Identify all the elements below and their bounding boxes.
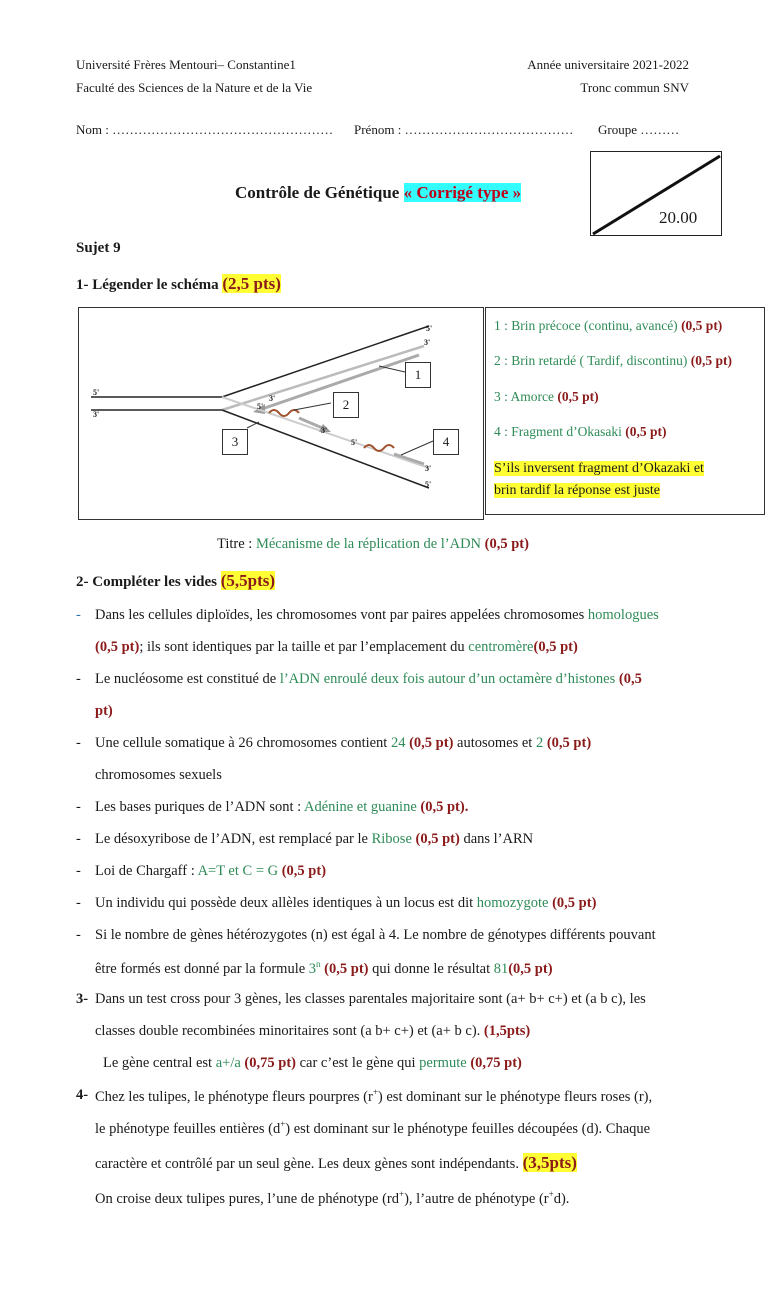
- answer: centromère: [468, 639, 534, 655]
- text: Un individu qui possède deux allèles identiques à un locus est dit: [95, 895, 477, 911]
- points: (0,5 pt): [95, 639, 140, 655]
- bullet-dash: -: [76, 895, 81, 911]
- q3-line3: [103, 1055, 522, 1072]
- answer: 81: [493, 960, 509, 977]
- points: (0,5 pt): [533, 639, 578, 655]
- q2-item-b-line2: [95, 703, 113, 720]
- score-value: 20.00: [659, 208, 698, 227]
- legend-text: Brin retardé ( Tardif, discontinu): [511, 353, 688, 368]
- legend-pts: (0,5 pt): [681, 318, 723, 333]
- bullet-dash: -: [76, 799, 81, 815]
- score-slash-icon: [591, 152, 721, 235]
- bot-5: 5': [425, 480, 432, 489]
- q2-item-b-line1: [95, 671, 642, 688]
- answer: Adénine et guanine: [304, 799, 417, 815]
- replication-fork-icon: [79, 308, 483, 519]
- frag-3: 3': [321, 426, 328, 435]
- answer: Ribose: [371, 831, 412, 847]
- q2-item-d: [95, 799, 468, 816]
- mid-5: 5': [257, 402, 264, 411]
- text: classes double recombinées minoritaires sont (a b+ c+) et (a+ b c).: [95, 1023, 484, 1039]
- text: autosomes et: [453, 735, 536, 751]
- track-name: Tronc commun SNV: [580, 80, 689, 95]
- bullet-dash: -: [76, 735, 81, 751]
- points: pt): [95, 703, 113, 719]
- text: qui donne le résultat: [368, 960, 494, 977]
- q3-line2: [95, 1023, 530, 1040]
- note-line-2: brin tardif la réponse est juste: [494, 483, 661, 498]
- legend-text: Fragment d’Okasaki: [511, 424, 622, 439]
- bullet-dash: -: [76, 831, 81, 847]
- q2-item-f: [95, 863, 326, 880]
- text: ) est dominant sur le phénotype fleurs roses (r),: [377, 1088, 653, 1105]
- points: (0,5 pt): [278, 863, 327, 879]
- legend-item-3: [494, 389, 599, 405]
- strand-5a: 5': [93, 388, 100, 397]
- mid-3: 3': [269, 394, 276, 403]
- q4-line3: [95, 1153, 577, 1173]
- answer: 3: [308, 960, 317, 977]
- points: (0,5 pt): [405, 735, 454, 751]
- legend-item-2: [494, 353, 732, 369]
- text: Le désoxyribose de l’ADN, est remplacé par le: [95, 831, 372, 847]
- points: (0,5 pt): [416, 799, 465, 815]
- period: .: [464, 799, 469, 815]
- low-5: 5': [351, 438, 358, 447]
- points: (3,5pts): [522, 1153, 577, 1172]
- label-box-3: 3: [222, 429, 248, 455]
- text: Une cellule somatique à 26 chromosomes contient: [95, 735, 391, 751]
- bullet-dash: -: [76, 927, 81, 943]
- points: (1,5pts): [483, 1023, 531, 1039]
- legend-note: [494, 458, 704, 502]
- points: (0,5 pt): [320, 960, 369, 977]
- legend-text: Brin précoce (continu, avancé): [511, 318, 678, 333]
- label-box-4: 4: [433, 429, 459, 455]
- diagram-title: [217, 536, 529, 553]
- q2-item-e: [95, 831, 533, 848]
- answer: a+/a: [215, 1055, 241, 1071]
- answer: A=T et C = G: [197, 863, 279, 879]
- note-line-1: S’ils inversent fragment d’Okazaki et: [494, 461, 704, 476]
- points: (0,5 pt): [543, 735, 592, 751]
- text: Dans les cellules diploïdes, les chromosomes vont par paires appelées chromosomes: [95, 607, 588, 623]
- q2-item-a-line2: [95, 639, 578, 656]
- text: Le nucléosome est constitué de: [95, 671, 280, 687]
- text: ) est dominant sur le phénotype feuilles découpées (d). Chaque: [285, 1120, 651, 1137]
- top-3: 3': [424, 338, 431, 347]
- q4-line4: [95, 1189, 569, 1208]
- legend-box: [485, 307, 765, 515]
- label-box-1: 1: [405, 362, 431, 388]
- q2-label: 2- Compléter les vides: [76, 574, 217, 590]
- legend-pts: (0,5 pt): [625, 424, 667, 439]
- text: ), l’autre de phénotype (r: [404, 1190, 549, 1207]
- sup: +: [280, 1119, 286, 1129]
- text: être formés est donné par la formule: [95, 960, 309, 977]
- text: On croise deux tulipes pures, l’une de phénotype (rd: [95, 1190, 400, 1207]
- subject-label: Sujet 9: [76, 240, 121, 256]
- bullet-dash: -: [76, 671, 81, 687]
- answer: 24: [390, 735, 406, 751]
- legend-num: 3 :: [494, 389, 511, 404]
- q4-line1: [95, 1087, 652, 1106]
- text: Chez les tulipes, le phénotype fleurs pourpres (r: [95, 1088, 373, 1105]
- points: (0,5 pt): [411, 831, 460, 847]
- prenom-field: Prénom : …………………………………: [354, 122, 574, 137]
- legend-text: Amorce: [510, 389, 554, 404]
- legend-num: 2 :: [494, 353, 512, 368]
- sup: +: [372, 1087, 378, 1097]
- university-name: Université Frères Mentouri– Constantine1: [76, 57, 296, 72]
- q2-item-h-line1: Si le nombre de gènes hétérozygotes (n) est égal à 4. Le nombre de génotypes différents pouvant: [95, 927, 656, 943]
- points: (0,5 pt): [548, 895, 597, 911]
- bullet-dash: -: [76, 607, 81, 623]
- text: caractère et contrôlé par un seul gène. Les deux gènes sont indépendants.: [95, 1156, 523, 1172]
- q2-item-a-line1: [95, 607, 659, 624]
- legend-num: 1 :: [494, 318, 512, 333]
- legend-pts: (0,5 pt): [557, 389, 599, 404]
- q4-number: 4-: [76, 1087, 89, 1103]
- q2-item-c-line2: chromosomes sexuels: [95, 767, 222, 783]
- text: ; ils sont identiques par la taille et par l’emplacement du: [139, 639, 469, 655]
- points: (0,75 pt): [466, 1055, 522, 1071]
- titre-pts: (0,5 pt): [484, 536, 529, 552]
- legend-num: 4 :: [494, 424, 512, 439]
- answer: 2: [535, 735, 544, 751]
- points: (0,5: [615, 671, 642, 687]
- text: car c’est le gène qui: [295, 1055, 420, 1071]
- exponent: n: [316, 959, 321, 969]
- label-box-2: 2: [333, 392, 359, 418]
- score-box: [590, 151, 722, 236]
- strand-3a: 3': [93, 410, 100, 419]
- titre-label: Titre :: [217, 536, 256, 552]
- answer: permute: [419, 1055, 467, 1071]
- title-tag: « Corrigé type »: [403, 183, 522, 202]
- sup: +: [399, 1189, 405, 1199]
- bot-3: 3': [425, 464, 432, 473]
- text: Le gène central est: [103, 1055, 216, 1071]
- q2-item-h-line2: [95, 959, 553, 978]
- legend-pts: (0,5 pt): [690, 353, 733, 368]
- legend-item-4: [494, 424, 667, 440]
- text: le phénotype feuilles entières (d: [95, 1120, 281, 1137]
- replication-diagram: [78, 307, 484, 520]
- text: dans l’ARN: [459, 831, 534, 847]
- academic-year: Année universitaire 2021-2022: [527, 57, 689, 72]
- q2-heading: [76, 571, 275, 591]
- nom-field: Nom : ……………………………………………: [76, 122, 334, 137]
- title-main: Contrôle de Génétique: [235, 183, 400, 202]
- q2-item-g: [95, 895, 596, 912]
- legend-item-1: [494, 318, 722, 334]
- q2-item-c-line1: [95, 735, 591, 752]
- groupe-field: Groupe ………: [598, 122, 680, 137]
- q1-label: 1- Légender le schéma: [76, 277, 219, 293]
- answer: homologues: [587, 607, 659, 623]
- answer: homozygote: [476, 895, 549, 911]
- q3-line1: Dans un test cross pour 3 gènes, les classes parentales majoritaire sont (a+ b+ c+) et (a b c), les: [95, 991, 646, 1007]
- q2-points: (5,5pts): [220, 571, 276, 590]
- text: d).: [553, 1190, 570, 1207]
- q1-heading: [76, 274, 281, 294]
- text: Loi de Chargaff :: [95, 863, 198, 879]
- q4-line2: [95, 1119, 650, 1138]
- faculty-name: Faculté des Sciences de la Nature et de la Vie: [76, 80, 313, 95]
- top-5: 5': [426, 324, 433, 333]
- q3-number: 3-: [76, 991, 89, 1007]
- answer: l’ADN enroulé deux fois autour d’un octamère d’histones: [279, 671, 616, 687]
- sup: +: [548, 1189, 554, 1199]
- points: (0,75 pt): [240, 1055, 296, 1071]
- titre-text: Mécanisme de la réplication de l’ADN: [255, 536, 482, 552]
- points: (0,5 pt): [508, 960, 553, 977]
- bullet-dash: -: [76, 863, 81, 879]
- q1-points: (2,5 pts): [222, 274, 281, 293]
- page-title: [235, 183, 521, 203]
- text: Les bases puriques de l’ADN sont :: [95, 799, 305, 815]
